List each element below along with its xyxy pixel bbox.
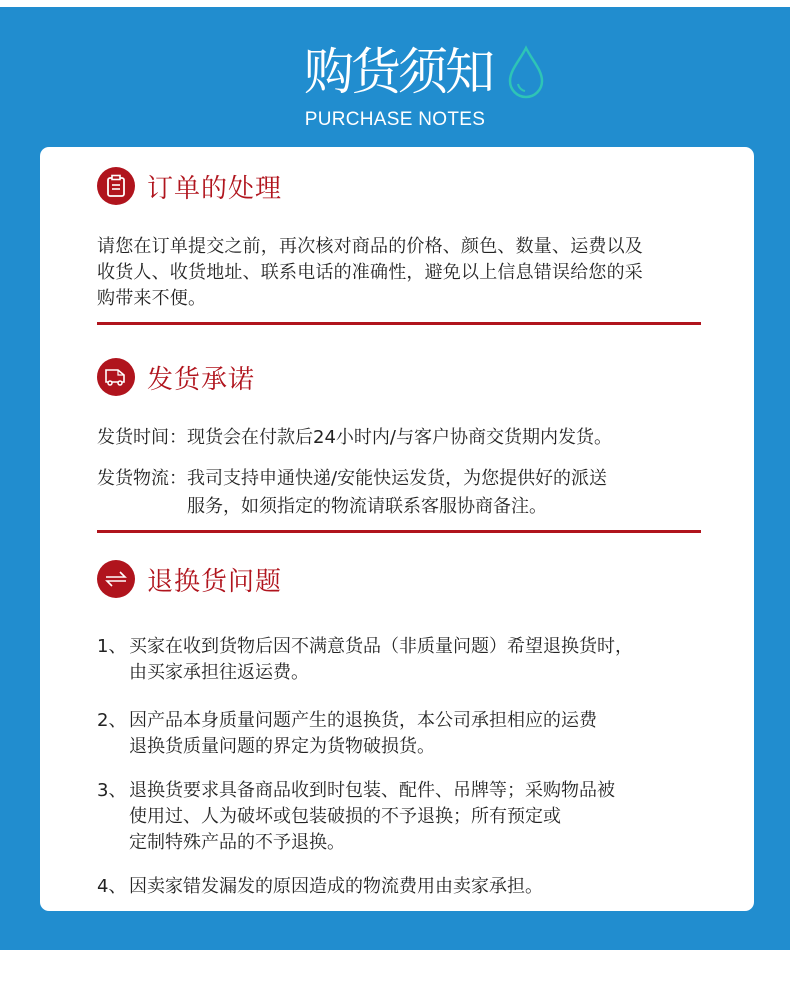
section-shipping-header	[97, 358, 255, 396]
item-line: 退换货质量问题的界定为货物破损货。	[129, 736, 435, 757]
section-divider	[97, 322, 701, 325]
truck-icon	[97, 358, 135, 396]
body-line: 请您在订单提交之前，再次核对商品的价格、颜色、数量、运费以及	[97, 236, 643, 257]
shipping-time-row	[97, 424, 612, 452]
item-number: 3、	[97, 780, 127, 801]
returns-item-2	[97, 708, 597, 760]
item-line: 使用过、人为破坏或包装破损的不予退换；所有预定或	[129, 806, 561, 827]
section-title: 退换货问题	[147, 566, 283, 597]
row-value: 我司支持申通快递/安能快运发货，为您提供好的派送	[187, 468, 608, 489]
page-subtitle: PURCHASE NOTES	[304, 109, 486, 130]
item-line: 由买家承担往返运费。	[129, 662, 309, 683]
section-returns-header	[97, 560, 282, 598]
returns-item-4	[97, 874, 543, 900]
row-value: 现货会在付款后24小时内/与客户协商交货期内发货。	[187, 427, 612, 448]
shipping-logistics-row	[97, 465, 607, 521]
returns-item-3	[97, 778, 615, 856]
item-line: 买家在收到货物后因不满意货品（非质量问题）希望退换货时，	[129, 636, 633, 657]
section-order-body	[97, 234, 717, 312]
row-label: 发货物流：	[97, 468, 187, 489]
row-value: 服务，如须指定的物流请联系客服协商备注。	[187, 496, 547, 517]
item-line: 因产品本身质量问题产生的退换货，本公司承担相应的运费	[129, 710, 597, 731]
exchange-arrows-icon	[97, 560, 135, 598]
body-line: 收货人、收货地址、联系电话的准确性，避免以上信息错误给您的采	[97, 262, 643, 283]
clipboard-icon	[97, 167, 135, 205]
item-line: 因卖家错发漏发的原因造成的物流费用由卖家承担。	[129, 876, 543, 897]
section-order-header	[97, 167, 282, 205]
item-number: 1、	[97, 636, 127, 657]
body-line: 购带来不便。	[97, 288, 207, 309]
item-line: 定制特殊产品的不予退换。	[129, 832, 345, 853]
page-title: 购货须知	[304, 43, 492, 101]
water-drop-icon	[506, 44, 546, 100]
row-label: 发货时间：	[97, 427, 187, 448]
item-number: 2、	[97, 710, 127, 731]
item-line: 退换货要求具备商品收到时包装、配件、吊牌等；采购物品被	[129, 780, 615, 801]
item-number: 4、	[97, 876, 127, 897]
returns-item-1	[97, 634, 633, 686]
section-divider	[97, 530, 701, 533]
section-title: 发货承诺	[147, 364, 256, 395]
section-title: 订单的处理	[147, 173, 283, 204]
